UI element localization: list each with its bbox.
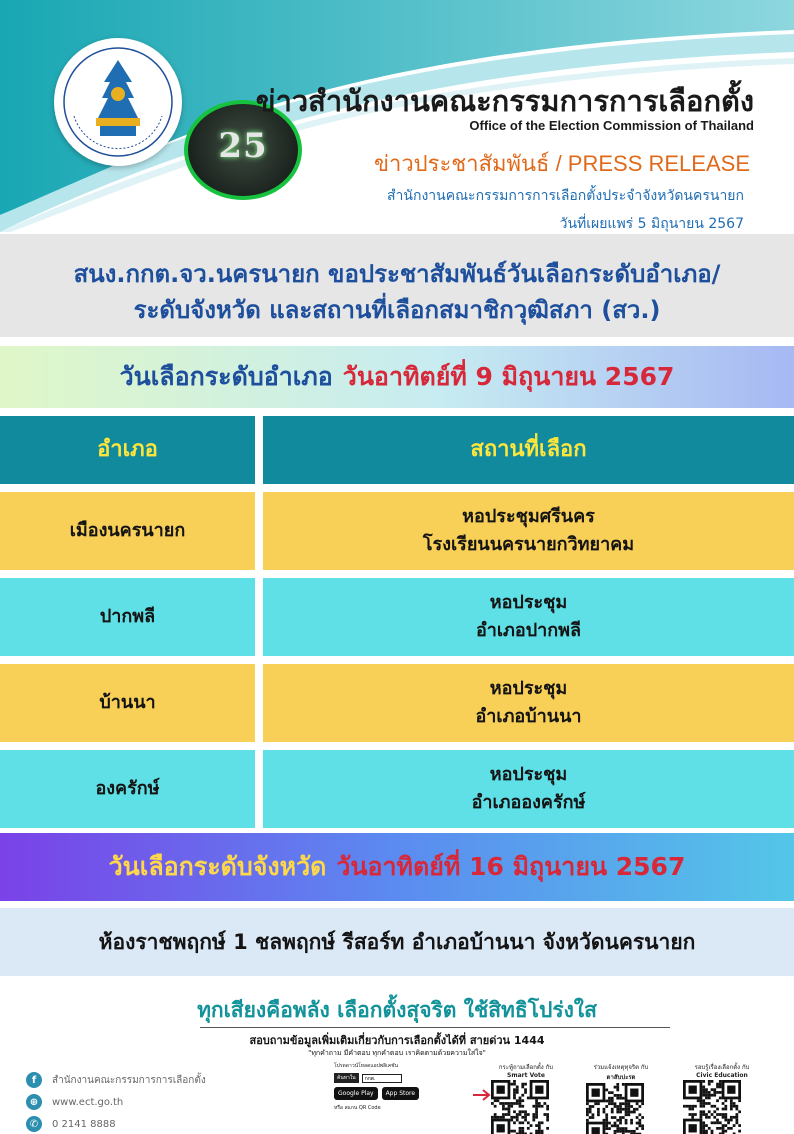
qr-title: Civic Education	[696, 1072, 748, 1079]
district-name: บ้านนา	[0, 664, 255, 742]
district-name: องครักษ์	[0, 750, 255, 828]
contact-list	[26, 1070, 206, 1134]
district-name: ปากพลี	[0, 578, 255, 656]
google-play-badge[interactable]: Google Play	[334, 1087, 378, 1100]
header	[0, 0, 794, 232]
venue-line-1: หอประชุมศรีนคร	[462, 506, 595, 527]
press-release-label: ข่าวประชาสัมพันธ์ / PRESS RELEASE	[373, 151, 750, 176]
publish-date: วันที่เผยแพร่ 5 มิถุนายน 2567	[559, 216, 744, 232]
qr-title: Smart Vote	[507, 1072, 545, 1079]
venue-cell	[263, 664, 794, 742]
headline-line-1: สนง.กกต.จว.นครนายก ขอประชาสัมพันธ์วันเลือกระดับอำเภอ/	[73, 260, 721, 288]
contact-facebook-text: สำนักงานคณะกรรมการการเลือกตั้ง	[52, 1074, 206, 1086]
qr-report-fraud[interactable]	[585, 1062, 657, 1134]
provincial-office: สำนักงานคณะกรรมการการเลือกตั้งประจำจังหวัดนครนายก	[386, 188, 744, 204]
hotline-text: สอบถามข้อมูลเพิ่มเติมเกี่ยวกับการเลือกตั้งได้ที่ สายด่วน 1444	[249, 1034, 545, 1047]
headline-line-2: ระดับจังหวัด และสถานที่เลือกสมาชิกวุฒิสภา (สว.)	[133, 296, 661, 324]
district-election-banner	[0, 346, 794, 408]
province-election-label: วันเลือกระดับจังหวัด	[108, 852, 327, 881]
table-row	[0, 492, 794, 570]
table-row	[0, 664, 794, 742]
headline	[0, 234, 794, 337]
venue-line-1: หอประชุม	[489, 764, 568, 785]
contact-phone-text: 0 2141 8888	[52, 1118, 116, 1130]
qr-code-icon	[585, 1083, 645, 1134]
venue-line-2: อำเภอองครักษ์	[471, 792, 586, 813]
qr-code-icon	[490, 1080, 550, 1134]
qr-caption: รอบรู้เรื่องเลือกตั้ง กับ	[694, 1064, 750, 1071]
venue-line-2: อำเภอบ้านนา	[475, 706, 582, 727]
hotline-quote: "ทุกคำถาม มีคำตอบ ทุกคำตอบ เราคิดตามด้วยความใส่ใจ"	[308, 1049, 486, 1057]
header-title-en: Office of the Election Commission of Thailand	[469, 118, 754, 133]
venue-cell	[263, 492, 794, 570]
district-name: เมืองนครนายก	[0, 492, 255, 570]
contact-website[interactable]	[26, 1092, 206, 1112]
contact-phone[interactable]	[26, 1114, 206, 1134]
venue-cell	[263, 578, 794, 656]
column-header-district: อำเภอ	[0, 416, 255, 484]
footer-divider	[200, 1027, 670, 1028]
globe-icon: ⊕	[26, 1094, 42, 1110]
phone-icon: ✆	[26, 1116, 42, 1132]
venue-line-1: หอประชุม	[489, 592, 568, 613]
app-search-row	[334, 1073, 480, 1083]
qr-smart-vote[interactable]	[490, 1062, 562, 1134]
store-badges	[334, 1087, 480, 1100]
anniversary-25-text: 25	[218, 126, 268, 166]
table-row	[0, 750, 794, 828]
venue-line-1: หอประชุม	[489, 678, 568, 699]
app-search-label: ค้นหาใน	[334, 1073, 359, 1083]
header-title-th: ข่าวสำนักงานคณะกรรมการการเลือกตั้ง	[255, 84, 754, 118]
slogan: ทุกเสียงคือพลัง เลือกตั้งสุจริต ใช้สิทธิโปร่งใส	[197, 998, 597, 1022]
province-venue: ห้องราชพฤกษ์ 1 ชลพฤกษ์ รีสอร์ท อำเภอบ้านนา จังหวัดนครนายก	[0, 908, 794, 976]
district-election-date: วันอาทิตย์ที่ 9 มิถุนายน 2567	[342, 362, 675, 391]
app-download-box	[334, 1062, 480, 1112]
qr-title: ตาสับปะรด	[606, 1074, 636, 1081]
district-election-label: วันเลือกระดับอำเภอ	[119, 362, 333, 391]
table-header	[0, 416, 794, 484]
province-election-date: วันอาทิตย์ที่ 16 มิถุนายน 2567	[336, 852, 686, 881]
contact-website-text: www.ect.go.th	[52, 1096, 124, 1108]
app-scan-caption: หรือ สแกน QR Code	[334, 1105, 381, 1111]
province-election-banner	[0, 833, 794, 901]
app-download-caption: โปรดดาวน์โหลดแอปพลิเคชัน	[334, 1063, 398, 1069]
qr-civic-education[interactable]	[682, 1062, 762, 1134]
venue-line-2: โรงเรียนนครนายกวิทยาคม	[422, 534, 635, 555]
column-header-venue: สถานที่เลือก	[263, 416, 794, 484]
venue-cell	[263, 750, 794, 828]
qr-caption: ร่วมแจ้งเหตุทุจริต กับ	[593, 1064, 649, 1071]
app-store-badge[interactable]: App Store	[382, 1087, 420, 1100]
ect-logo	[54, 38, 182, 166]
qr-caption: กระทู้ถามเลือกตั้ง กับ	[498, 1064, 554, 1071]
qr-code-icon	[682, 1080, 742, 1134]
app-search-value: กกต.	[362, 1074, 402, 1083]
facebook-icon: f	[26, 1072, 42, 1088]
table-row	[0, 578, 794, 656]
ect-emblem-icon	[54, 38, 182, 166]
contact-facebook[interactable]	[26, 1070, 206, 1090]
venue-line-2: อำเภอปากพลี	[475, 620, 582, 641]
